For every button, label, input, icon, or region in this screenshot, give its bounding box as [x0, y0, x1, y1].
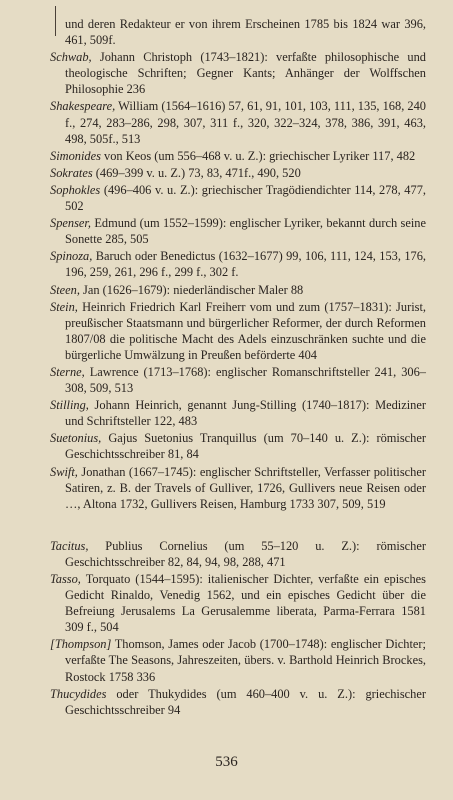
- index-entry-sokrates: Sokrates (469–399 v. u. Z.) 73, 83, 471f., 490, 520: [50, 165, 301, 180]
- index-entry-sterne: Sterne, Lawrence (1713–1768): englischer Romanschriftsteller 241, 306–308, 509, 513: [50, 364, 426, 396]
- index-entry-simonides: Simonides von Keos (um 556–468 v. u. Z.): griechischer Lyriker 117, 482: [50, 148, 416, 163]
- index-entry-sophokles: Sophokles (496–406 v. u. Z.): griechischer Tragödiendichter 114, 278, 477, 502: [50, 182, 426, 214]
- index-entries: [50, 16, 426, 719]
- index-entry-tacitus: Tacitus, Publius Cornelius (um 55–120 u. Z.): römischer Geschichtsschreiber 82, 84, 94, 98, 288, 471: [50, 538, 426, 569]
- index-entry-thomson: [Thompson] Thomson, James oder Jacob (1700–1748): englischer Dichter; verfaßte The Seasons, Jahreszeiten, übers. v. Barthold Heinrich Brockes, Rostock 1758 336: [50, 637, 426, 684]
- index-entry-steen: Steen, Jan (1626–1679): niederländischer Maler 88: [50, 282, 304, 297]
- index-entry-shakespeare: Shakespeare, William (1564–1616) 57, 61, 91, 101, 103, 111, 135, 168, 240 f., 274, 283–286, 298, 307, 311 f., 320, 322–324, 378, 386, 391, 463, 498, 505f., 513: [50, 99, 426, 146]
- index-entry-spinoza: Spinoza, Baruch oder Benedictus (1632–1677) 99, 106, 111, 124, 153, 176, 196, 259, 261, 296 f., 299 f., 302 f.: [50, 249, 426, 280]
- index-entry-swift: Swift, Jonathan (1667–1745): englischer Schriftsteller, Verfasser politischer Satiren, z. B. der Travels of Gulliver, 1726, Gullivers neue Reisen oder …, Altona 1732, Gullivers Reisen, Hamburg 1733 307, 509, 519: [50, 464, 426, 511]
- index-entry-spenser: Spenser, Edmund (um 1552–1599): englischer Lyriker, bekannt durch seine Sonette 285, 505: [50, 216, 426, 247]
- index-entry-tasso: Tasso, Torquato (1544–1595): italienischer Dichter, verfaßte ein episches Gedicht Rinaldo, Venedig 1562, und ein episches Gedicht über die Befreiung Jerusalems La Gerusalemme liberata, Parma-Ferrara 1581 309 f., 504: [50, 572, 426, 635]
- index-entry-schwab: Schwab, Johann Christoph (1743–1821): verfaßte philosophische und theologische Schriften; Gegner Kants; Anhänger der Wolffschen Philosophie 236: [50, 50, 426, 97]
- index-entry-suetonius: Suetonius, Gajus Suetonius Tranquillus (um 70–140 u. Z.): römischer Geschichtsschreiber 81, 84: [50, 431, 426, 462]
- index-entry-continuation: und deren Redakteur er von ihrem Erscheinen 1785 bis 1824 war 396, 461, 509f.: [65, 17, 426, 48]
- page-number: 536: [215, 754, 238, 770]
- index-entry-thucydides: Thucydides oder Thukydides (um 460–400 v. u. Z.): griechischer Geschichtsschreiber 94: [50, 686, 426, 717]
- index-entry-stilling: Stilling, Johann Heinrich, genannt Jung-Stilling (1740–1817): Mediziner und Schriftsteller 122, 483: [50, 398, 426, 429]
- index-entry-stein: Stein, Heinrich Friedrich Karl Freiherr vom und zum (1757–1831): Jurist, preußischer Staatsmann und bürgerlicher Reformer, der durch Reformen 1807/08 die politische Macht des Adels einzuschränken suchte und die bürgerliche Umwälzung in Preußen beförderte 404: [50, 299, 426, 362]
